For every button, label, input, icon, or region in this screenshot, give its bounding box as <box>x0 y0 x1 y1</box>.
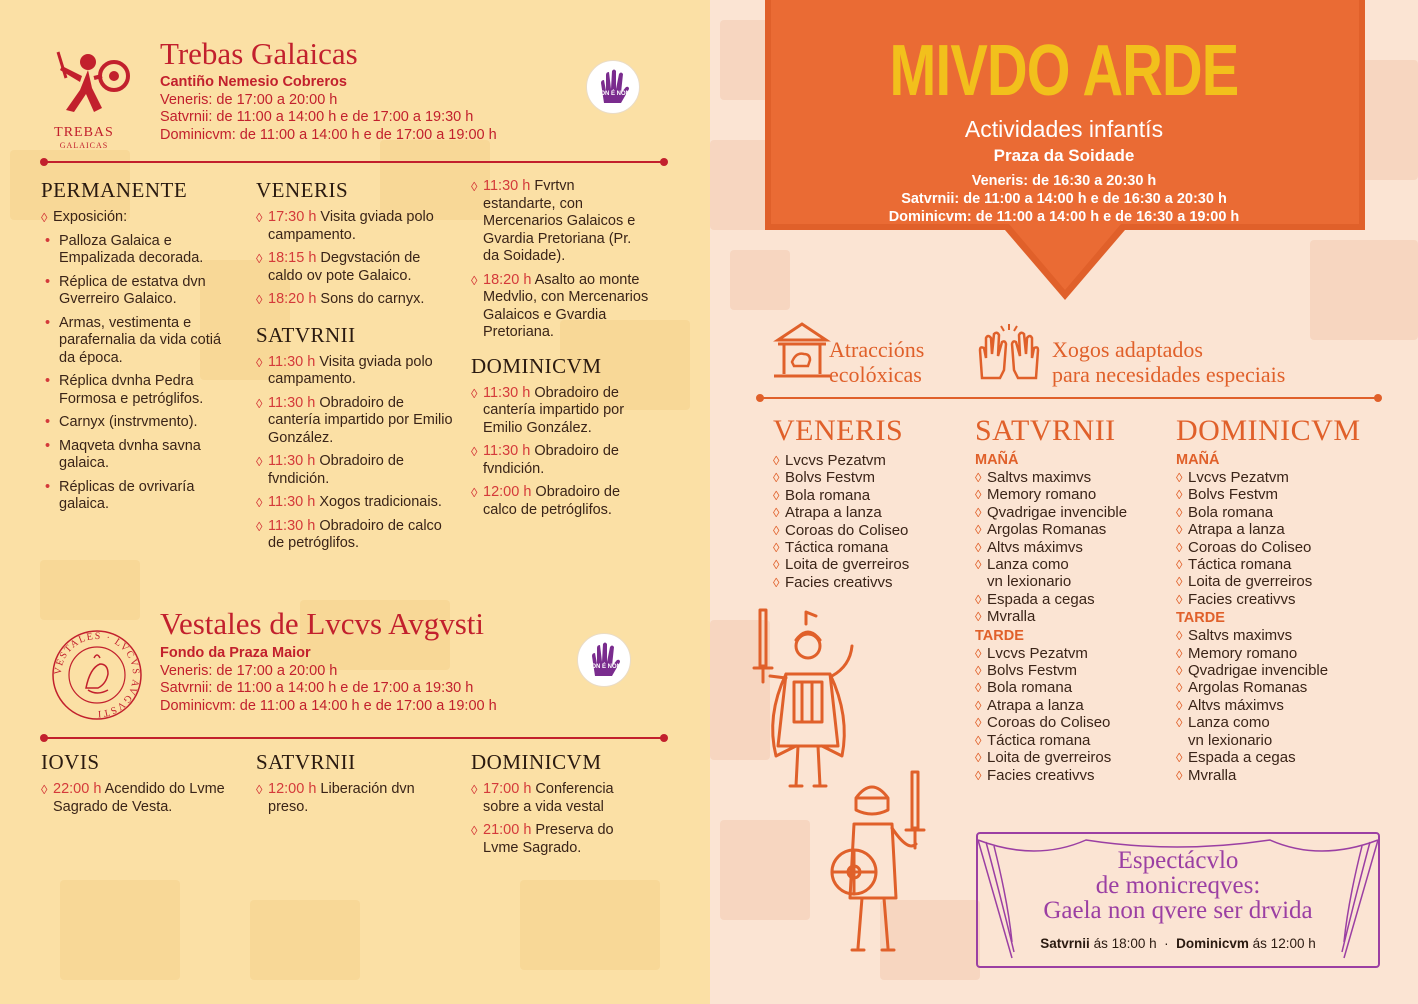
list-item: ◊ Argolas Romanas <box>975 521 1170 538</box>
list-item: ◊ Bolvs Festvm <box>773 469 963 486</box>
tarde-label: TARDE <box>1176 610 1225 627</box>
schedule-item: ◊ 18:20 h Asalto ao monte Medvlio, con Mercenarios Galaicos e Gvardia Pretoriana. <box>471 272 651 342</box>
list-item: ◊ Bola romana <box>773 487 963 504</box>
trebas-col3 <box>471 178 651 525</box>
trebas-logo-subtext: GALAICAS <box>59 141 109 150</box>
mivdo-veneris-column <box>773 414 963 591</box>
list-item: ◊ Memory romano <box>975 486 1170 503</box>
list-item: ◊ Mvralla <box>975 608 1170 625</box>
hands-icon <box>976 322 1042 382</box>
vestales-place: Fondo da Praza Maior <box>160 645 311 661</box>
schedule-item: ◊ 11:30 h Obradoiro de fvndición. <box>471 443 651 478</box>
list-item: ◊ Saltvs maximvs <box>1176 627 1376 644</box>
list-item: ◊ Mvralla <box>1176 767 1376 784</box>
list-item: ◊ Qvadrigae invencible <box>975 504 1170 521</box>
vestales-time: Satvrnii: de 11:00 a 14:00 h e de 17:00 a 19:30 h <box>160 680 474 696</box>
trebas-title: Trebas Galaicas <box>160 36 358 71</box>
list-item: ◊ Atrapa a lanza <box>773 504 963 521</box>
list-item: ◊ Lvcvs Pezatvm <box>975 645 1170 662</box>
list-item: ◊ Bola romana <box>975 679 1170 696</box>
list-item: ◊ Lvcvs Pezatvm <box>773 452 963 469</box>
iovis-heading: IOVIS <box>41 750 100 774</box>
list-item: ◊ Altvs máximvs <box>975 539 1170 556</box>
trebas-place: Cantiño Nemesio Cobreros <box>160 74 347 90</box>
vestales-satvrnii-column <box>256 750 436 822</box>
list-item: ◊ Qvadrigae invencible <box>1176 662 1376 679</box>
schedule-item: ◊ 17:30 h Visita gviada polo campamento. <box>256 209 456 244</box>
schedule-item: ◊ 11:30 h Obradoiro de cantería impartido por Emilio González. <box>471 385 651 438</box>
vestales-info <box>160 645 497 715</box>
hand-icon <box>587 61 641 115</box>
trebas-time: Veneris: de 17:00 a 20:00 h <box>160 91 338 108</box>
list-item: ◊ Facies creativvs <box>1176 591 1376 608</box>
satvrnii-heading: SATVRNII <box>256 750 356 774</box>
list-item: ◊ Lanza como vn lexionario <box>975 556 1085 591</box>
trebas-logo <box>44 48 134 150</box>
puppet-show-box <box>976 832 1380 968</box>
dominicvm-heading: DOMINICVM <box>471 750 602 774</box>
list-item: ◊ Táctica romana <box>773 539 963 556</box>
mivdo-subtitle: Actividades infantís <box>964 116 1164 142</box>
mivdo-dominicvm-column <box>1176 414 1376 784</box>
trebas-time: Satvrnii: de 11:00 a 14:00 h e de 17:00 a 19:30 h <box>160 109 474 125</box>
mivdo-time: Satvrnii: de 11:00 a 14:00 h e de 16:30 a 20:30 h <box>901 191 1227 207</box>
schedule-item: ◊ 18:15 h Degvstación de caldo ov pote Galaico. <box>256 250 456 285</box>
list-item: ◊ Táctica romana <box>1176 556 1376 573</box>
trebas-logo-text: TREBAS <box>54 125 114 140</box>
warrior-logo-icon <box>44 48 134 120</box>
list-item: • Palloza Galaica e Empalizada decorada. <box>57 233 241 268</box>
schedule-item: ◊ 11:30 h Xogos tradicionais. <box>256 494 456 512</box>
list-item: ◊ Atrapa a lanza <box>1176 521 1376 538</box>
show-times: Satvrnii ás 18:00 h · Dominicvm ás 12:00 h <box>1040 936 1316 951</box>
vestales-iovis-column <box>41 750 241 822</box>
list-item: • Maqveta dvnha savna galaica. <box>57 438 241 473</box>
list-item: ◊ Bolvs Festvm <box>1176 486 1376 503</box>
trebas-veneris-column <box>256 178 456 559</box>
non-e-non-badge <box>577 633 631 687</box>
mivdo-place: Praza da Soidade <box>993 146 1135 165</box>
list-item: ◊ Espada a cegas <box>975 591 1170 608</box>
section-divider <box>760 397 1378 399</box>
vestales-dominicvm-column <box>471 750 651 863</box>
tarde-label: TARDE <box>975 627 1024 644</box>
trebas-info <box>160 74 497 144</box>
list-item: • Réplicas de ovrivaría galaica. <box>57 479 241 514</box>
permanente-heading: PERMANENTE <box>41 178 188 202</box>
badge-label: NON É NON! <box>596 91 632 97</box>
list-item: ◊ Coroas do Coliseo <box>975 714 1170 731</box>
list-item: ◊ Lanza como vn lexionario <box>1176 714 1286 749</box>
schedule-item: ◊ 18:20 h Sons do carnyx. <box>256 291 456 309</box>
vestales-time: Veneris: de 17:00 a 20:00 h <box>160 662 338 679</box>
right-panel <box>710 0 1418 1004</box>
schedule-item: ◊ 22:00 h Acendido do Lvme Sagrado de Vesta. <box>41 781 241 816</box>
list-item: • Réplica de estatva dvn Gverreiro Galaico. <box>57 274 241 309</box>
veneris-heading: VENERIS <box>256 178 349 202</box>
schedule-item: ◊ 11:30 h Visita gviada polo campamento. <box>256 354 456 389</box>
list-item: ◊ Altvs máximvs <box>1176 697 1376 714</box>
list-item: ◊ Lvcvs Pezatvm <box>1176 469 1376 486</box>
list-item: ◊ Loita de gverreiros <box>1176 573 1376 590</box>
list-item: ◊ Argolas Romanas <box>1176 679 1376 696</box>
schedule-item: ◊ 11:30 h Obradoiro de fvndición. <box>256 453 456 488</box>
feature-ecoloxicas: Atraccións ecolóxicas <box>829 337 925 387</box>
list-item: ◊ Atrapa a lanza <box>975 697 1170 714</box>
list-item: ◊ Loita de gverreiros <box>773 556 963 573</box>
list-item: • Armas, vestimenta e parafernalia da vida cotiá da época. <box>57 315 241 368</box>
feature-xogos-adaptados: Xogos adaptados para necesidades especiais <box>1052 337 1286 387</box>
veneris-heading: VENERIS <box>773 414 904 447</box>
list-item: ◊ Coroas do Coliseo <box>773 522 963 539</box>
list-item: ◊ Táctica romana <box>975 732 1170 749</box>
mivdo-title: MIVDO ARDE <box>889 31 1239 111</box>
list-item: • Carnyx (instrvmento). <box>57 414 241 432</box>
list-item: ◊ Coroas do Coliseo <box>1176 539 1376 556</box>
schedule-item: ◊ 11:30 h Obradoiro de cantería impartido por Emilio González. <box>256 395 456 448</box>
carousel-icon <box>770 318 834 382</box>
dominicvm-heading: DOMINICVM <box>471 353 602 378</box>
mivdo-satvrnii-column <box>975 414 1170 784</box>
list-item: ◊ Facies creativvs <box>773 574 963 591</box>
section-divider <box>44 161 664 163</box>
seal-icon <box>50 628 144 722</box>
gladiator-icon <box>828 768 934 964</box>
list-item: ◊ Espada a cegas <box>1176 749 1376 766</box>
list-item: ◊ Memory romano <box>1176 645 1376 662</box>
list-item: • Réplica dvnha Pedra Formosa e petróglifos. <box>57 373 241 408</box>
schedule-item: ◊ 11:30 h Obradoiro de calco de petróglifos. <box>256 518 456 553</box>
list-item: ◊ Bolvs Festvm <box>975 662 1170 679</box>
schedule-item: ◊ 21:00 h Preserva do Lvme Sagrado. <box>471 822 651 857</box>
permanente-intro: ◊ Exposición: <box>41 209 241 227</box>
vestales-title: Vestales de Lvcvs Avgvsti <box>160 606 485 641</box>
list-item: ◊ Bola romana <box>1176 504 1376 521</box>
vestales-seal <box>50 628 144 722</box>
mivdo-time: Dominicvm: de 11:00 a 14:00 h e de 16:30 a 19:00 h <box>888 209 1240 225</box>
satvrnii-heading: SATVRNII <box>256 322 356 347</box>
dominicvm-heading: DOMINICVM <box>1176 414 1361 447</box>
badge-label: NON É NON! <box>587 664 623 670</box>
hand-icon <box>578 634 632 688</box>
schedule-item: ◊ 11:30 h Fvrtvn estandarte, con Mercenarios Galaicos e Gvardia Pretoriana (Pr. da Soidade). <box>471 178 651 266</box>
non-e-non-badge <box>586 60 640 114</box>
manha-label: MAÑÁ <box>1176 452 1220 468</box>
seal-text: VESTALES · LVCVS AVGVSTI <box>52 630 142 720</box>
list-item: ◊ Loita de gverreiros <box>975 749 1170 766</box>
permanente-column <box>41 178 241 520</box>
show-title: Espectácvlo de monicreqves: Gaela non qvere ser drvida <box>1043 847 1313 924</box>
mivdo-time: Veneris: de 16:30 a 20:30 h <box>971 173 1157 189</box>
schedule-item: ◊ 12:00 h Obradoiro de calco de petróglifos. <box>471 484 651 519</box>
schedule-item: ◊ 17:00 h Conferencia sobre a vida vestal <box>471 781 651 816</box>
vestales-time: Dominicvm: de 11:00 a 14:00 h e de 17:00 a 19:00 h <box>160 697 497 714</box>
list-item: ◊ Facies creativvs <box>975 767 1170 784</box>
manha-label: MAÑÁ <box>975 452 1019 468</box>
schedule-item: ◊ 12:00 h Liberación dvn preso. <box>256 781 436 816</box>
satvrnii-heading: SATVRNII <box>975 414 1116 447</box>
trebas-time: Dominicvm: de 11:00 a 14:00 h e de 17:00 a 19:00 h <box>160 126 497 143</box>
section-divider <box>44 737 664 739</box>
list-item: ◊ Saltvs maximvs <box>975 469 1170 486</box>
